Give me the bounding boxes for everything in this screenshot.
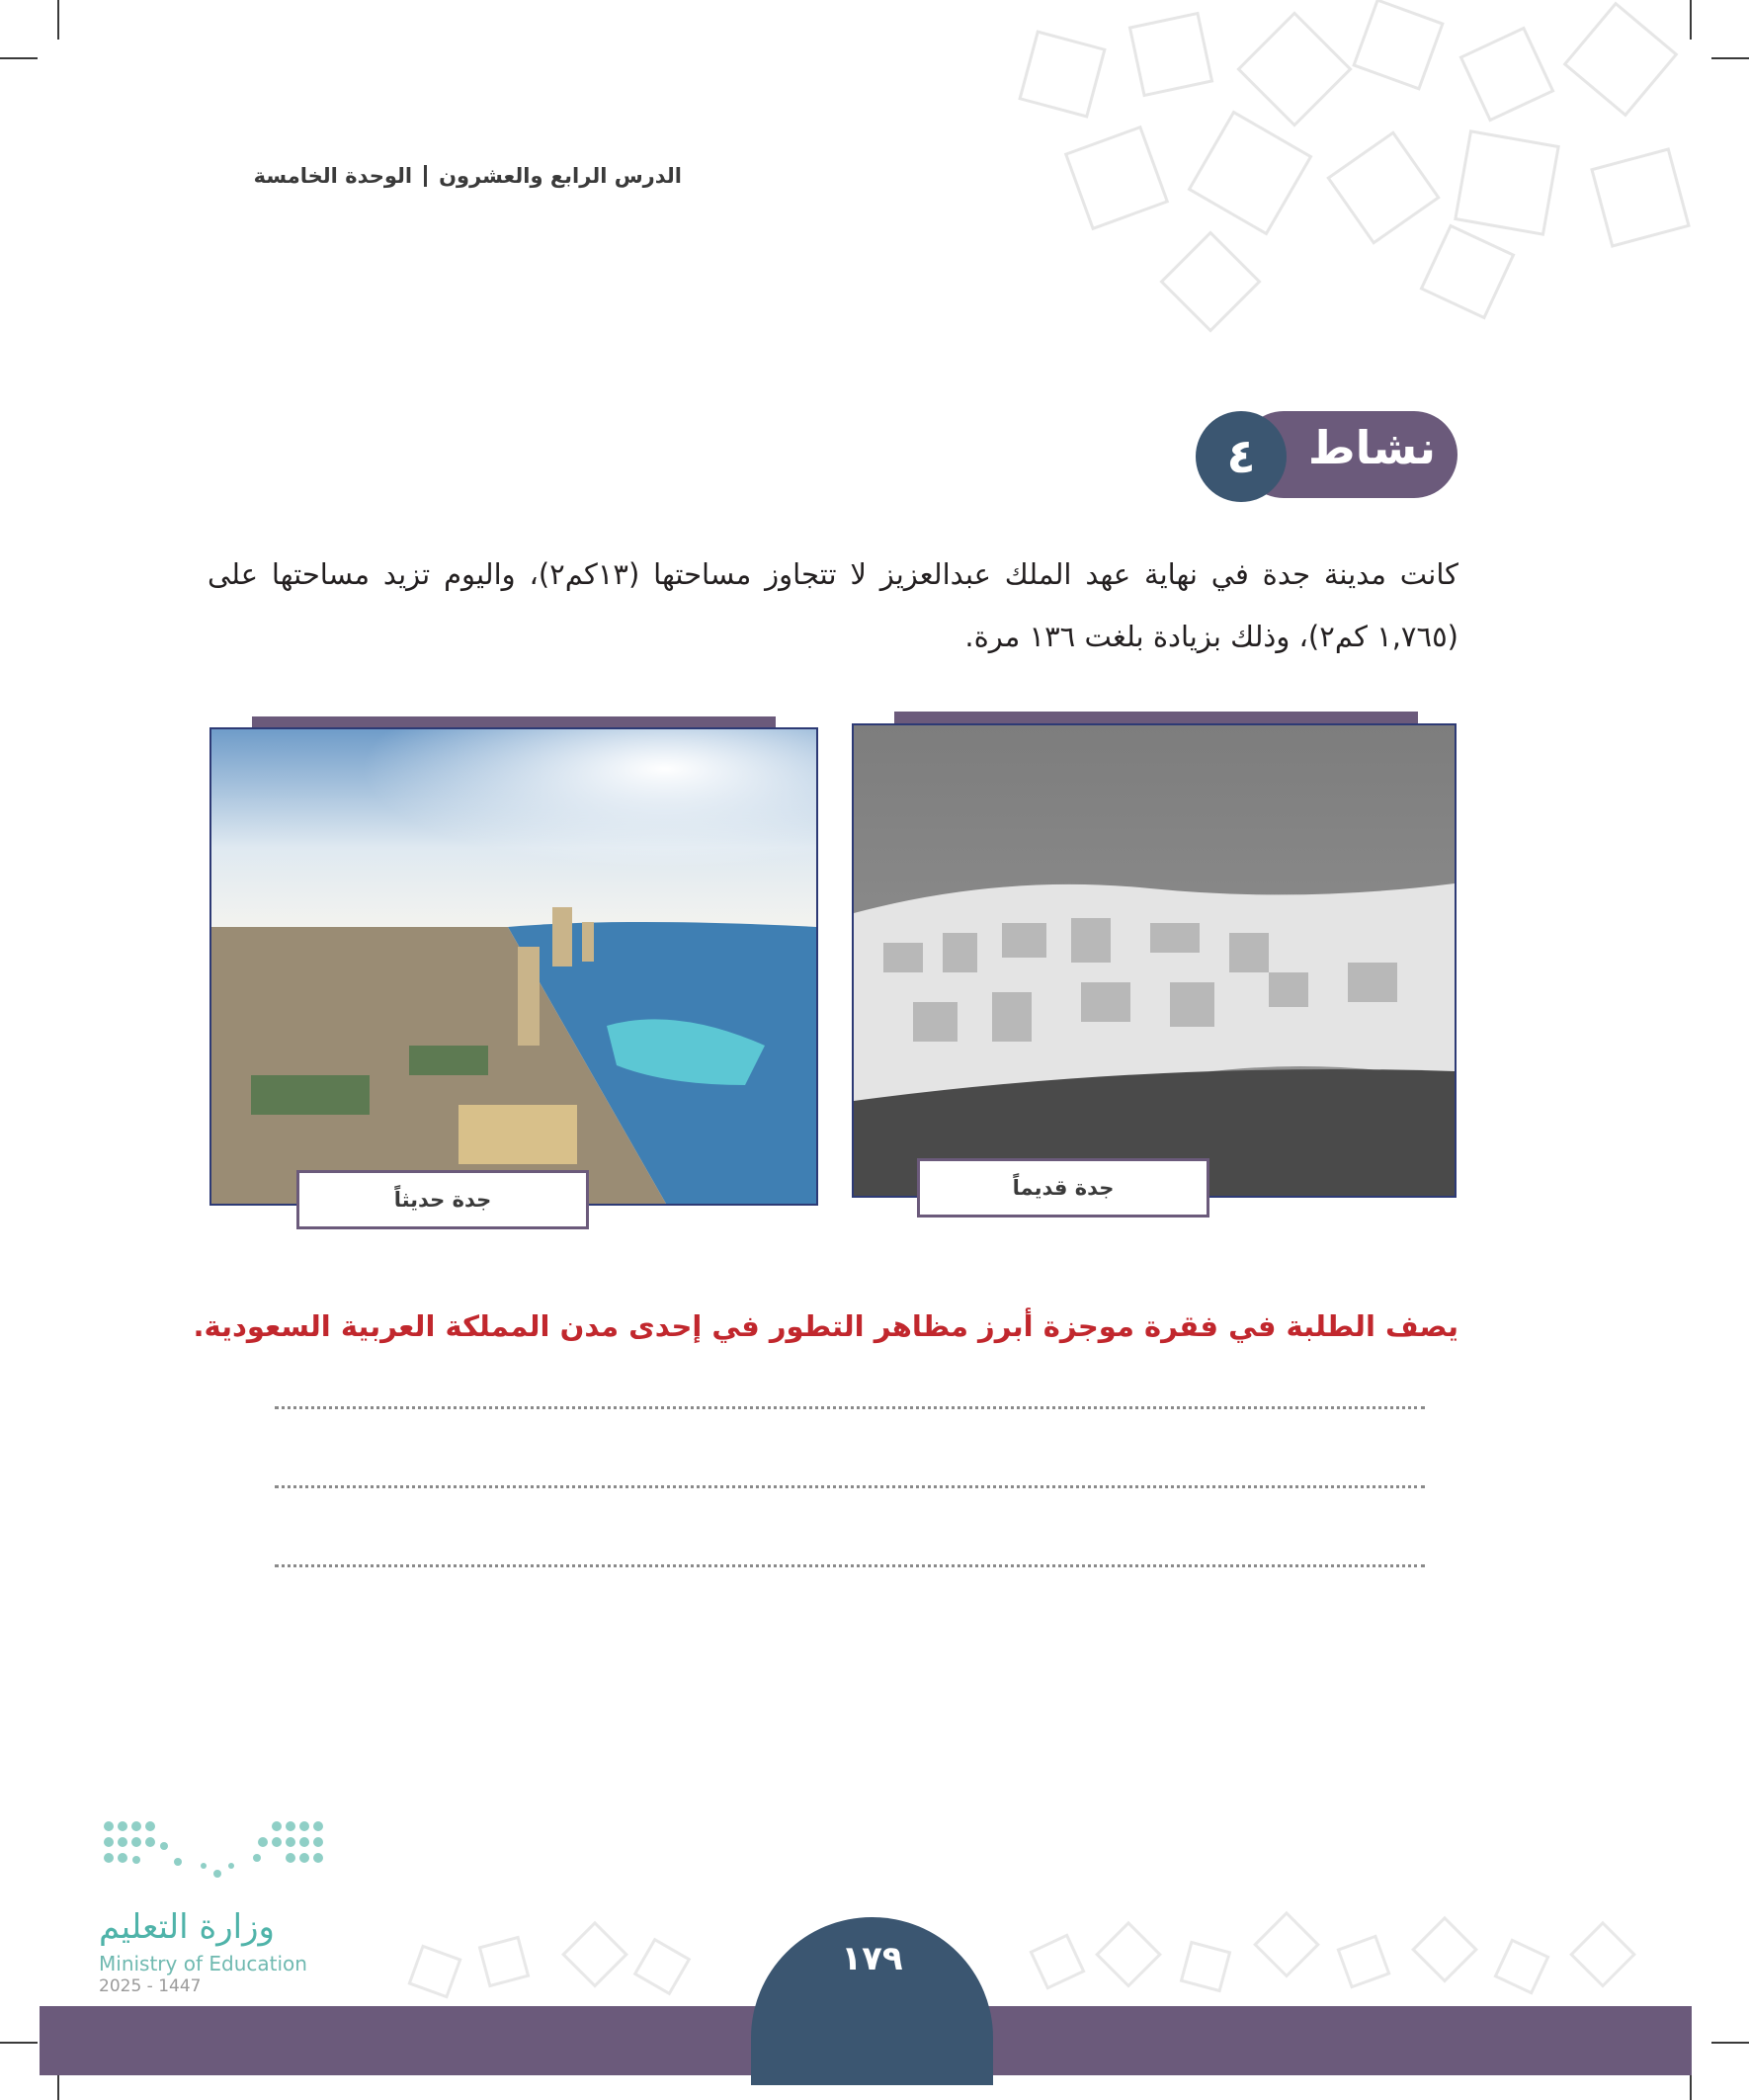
- activity-number: ٤: [1196, 411, 1287, 502]
- unit-title: الوحدة الخامسة: [253, 164, 413, 188]
- crop-mark: [57, 0, 59, 40]
- crop-mark: [1711, 2042, 1749, 2044]
- lesson-title: الدرس الرابع والعشرون: [439, 164, 682, 188]
- task-prompt: يصف الطلبة في فقرة موجزة أبرز مظاهر التطور في إحدى مدن المملكة العربية السعودية.: [193, 1309, 1458, 1343]
- ministry-logo-icon: [99, 1816, 336, 1915]
- edition-year: 2025 - 1447: [99, 1976, 202, 1996]
- page-number: ١٧٩: [841, 1939, 903, 1978]
- photo-old-jeddah: [852, 723, 1457, 1198]
- crop-mark: [0, 2042, 38, 2044]
- header-separator: [424, 165, 427, 187]
- answer-line-3[interactable]: [275, 1564, 1425, 1567]
- ministry-name-ar: وزارة التعليم: [99, 1907, 275, 1947]
- ministry-name-en: Ministry of Education: [99, 1952, 307, 1975]
- caption-modern: جدة حديثاً: [296, 1170, 589, 1229]
- caption-old: جدة قديماً: [917, 1158, 1209, 1218]
- running-header: [208, 164, 682, 188]
- answer-line-2[interactable]: [275, 1485, 1425, 1488]
- activity-badge: [1196, 411, 1458, 498]
- answer-line-1[interactable]: [275, 1406, 1425, 1409]
- crop-mark: [0, 57, 38, 59]
- activity-label: نشاط: [1307, 421, 1436, 474]
- photo-modern-jeddah: [209, 727, 818, 1206]
- decorative-pattern: [968, 0, 1749, 356]
- intro-paragraph: كانت مدينة جدة في نهاية عهد الملك عبدالعزيز لا تتجاوز مساحتها (١٣كم٢)، واليوم تزيد مساحتها على (١,٧٦٥ كم٢)، وذلك بزيادة بلغت ١٣٦ مرة.: [208, 557, 1458, 653]
